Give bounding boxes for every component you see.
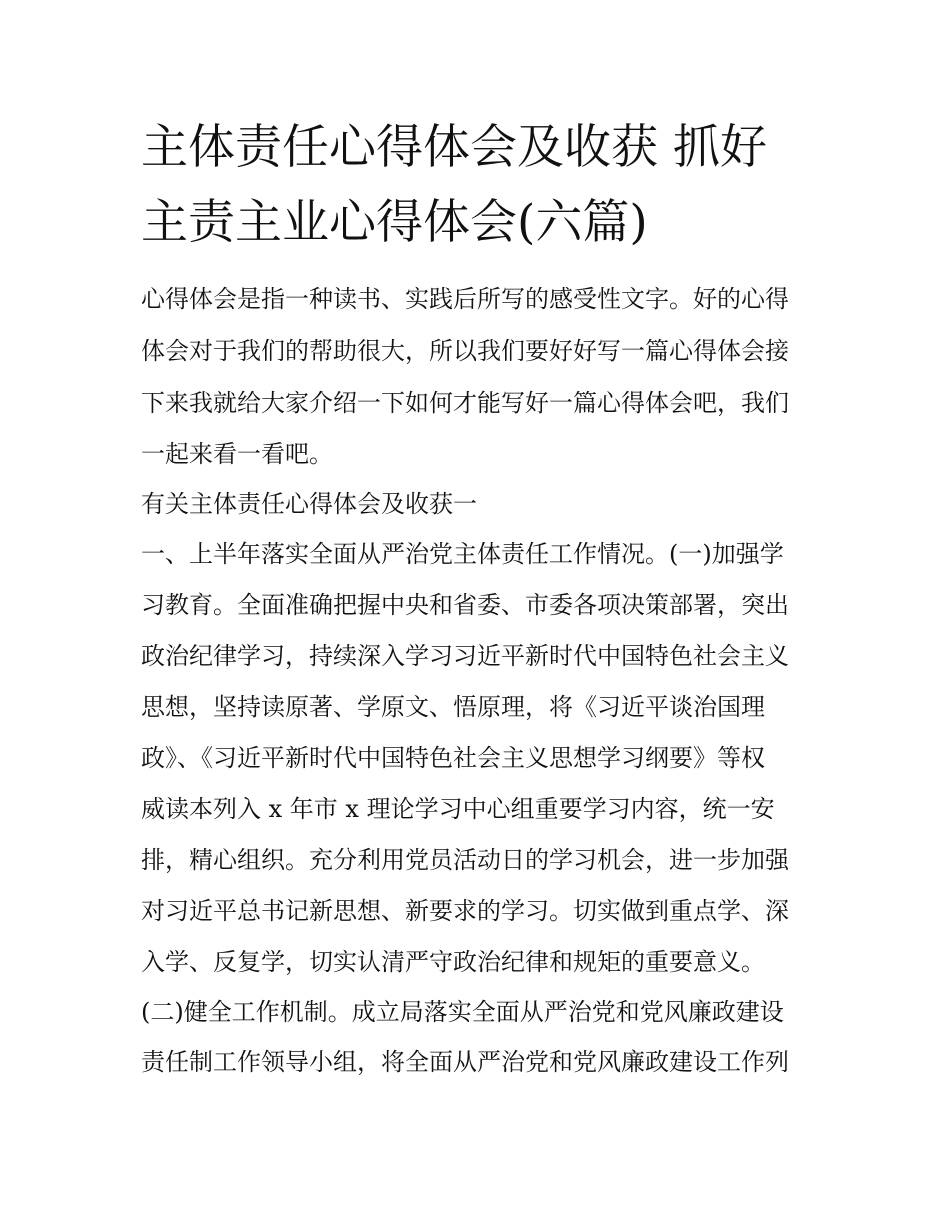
paragraph-line: 习教育。全面准确把握中央和省委、市委各项决策部署，突出: [141, 591, 789, 619]
paragraph-line: 思想，坚持读原著、学原文、悟原理，将《习近平谈治国理: [141, 693, 765, 721]
paragraph-line: 体会对于我们的帮助很大，所以我们要好好写一篇心得体会接: [141, 337, 789, 365]
paragraph-line: 威读本列入 x 年市 x 理论学习中心组重要学习内容，统一安: [141, 795, 775, 823]
paragraph-line: (二)健全工作机制。成立局落实全面从严治党和党风廉政建设: [141, 998, 784, 1026]
paragraph-line: 责任制工作领导小组，将全面从严治党和党风廉政建设工作列: [141, 1048, 789, 1076]
paragraph-line: 政治纪律学习，持续深入学习习近平新时代中国特色社会主义: [141, 642, 789, 670]
paragraph-line: 入学、反复学，切实认清严守政治纪律和规矩的重要意义。: [141, 948, 765, 976]
paragraph-line: 政》、《习近平新时代中国特色社会主义思想学习纲要》等权: [141, 744, 765, 772]
section-heading: 有关主体责任心得体会及收获一: [141, 490, 477, 518]
document-title-line-2: 主责主业心得体会(六篇): [141, 195, 648, 250]
paragraph-line: 一、上半年落实全面从严治党主体责任工作情况。(一)加强学: [141, 540, 784, 568]
paragraph-line: 对习近平总书记新思想、新要求的学习。切实做到重点学、深: [141, 897, 789, 925]
document-title-line-1: 主体责任心得体会及收获 抓好: [141, 120, 767, 175]
paragraph-line: 排，精心组织。充分利用党员活动日的学习机会，进一步加强: [141, 846, 789, 874]
paragraph-line: 一起来看一看吧。: [141, 440, 333, 468]
paragraph-line: 下来我就给大家介绍一下如何才能写好一篇心得体会吧，我们: [141, 389, 789, 417]
paragraph-line: 心得体会是指一种读书、实践后所写的感受性文字。好的心得: [141, 285, 789, 313]
